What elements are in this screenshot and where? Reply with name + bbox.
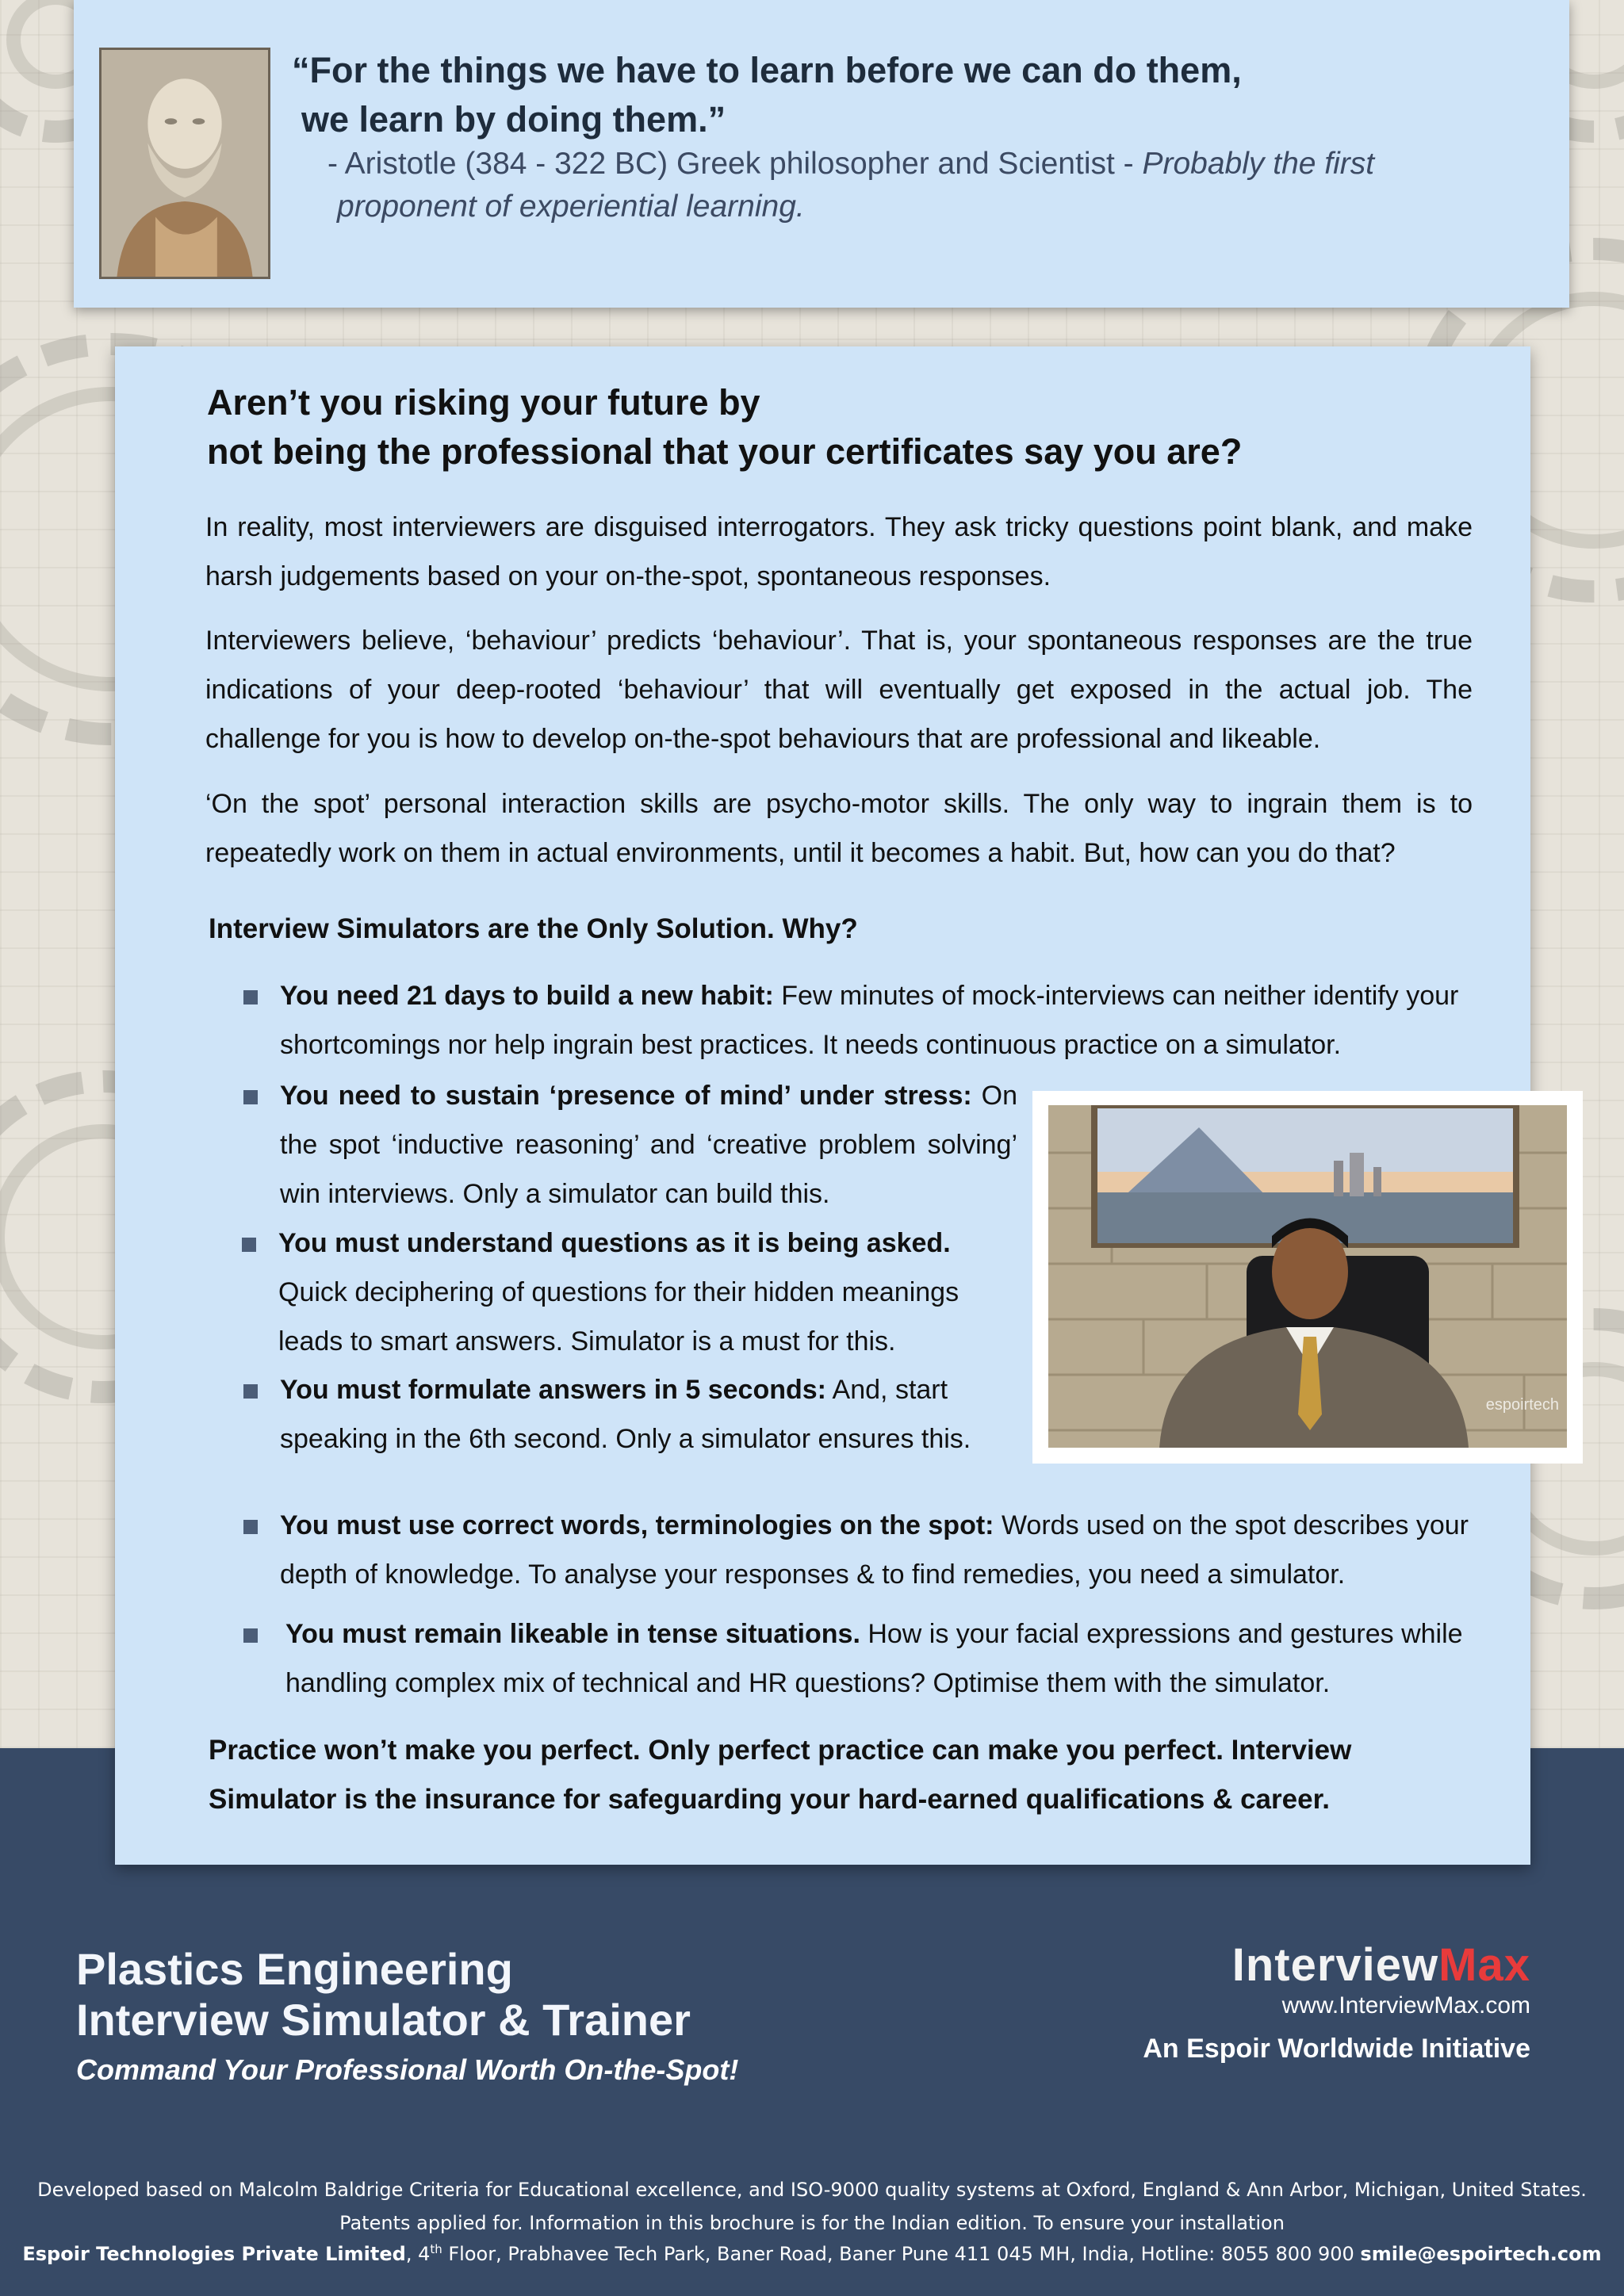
headline-line-2: not being the professional that your certificates say you are? (207, 431, 1243, 472)
bullet-bold: You must understand questions as it is being asked. (278, 1228, 951, 1258)
quote-line-2: we learn by doing them.” (301, 99, 726, 140)
square-bullet-icon (243, 1090, 258, 1104)
fine-print-2: Patents applied for. Information in this brochure is for the Indian edition. To ensure your installation (339, 2212, 1285, 2234)
bullet-item (285, 1609, 1467, 1708)
product-title-block (76, 1944, 738, 2087)
bullet-bold: You need to sustain ‘presence of mind’ under stress: (280, 1081, 972, 1111)
product-line-2: Interview Simulator & Trainer (76, 1995, 691, 2045)
interviewer-photo-frame (1032, 1091, 1583, 1464)
section-title: Interview Simulators are the Only Solution. Why? (209, 913, 858, 944)
email-link[interactable]: smile@espoirtech.com (1360, 2243, 1602, 2265)
bullet-item (278, 1219, 1008, 1366)
bullet-text: On the spot ‘inductive reasoning’ and ‘creative problem solving’ win interviews. Only a simulator can build this. (280, 1081, 1017, 1209)
attribution-italic-1: Probably the first (1142, 147, 1375, 181)
address-pre: , 4 (405, 2243, 431, 2265)
brand-part-1: Interview (1231, 1939, 1439, 1991)
bullet-item (280, 1365, 1017, 1464)
address-text: Floor, Prabhavee Tech Park, Baner Road, Baner Pune 411 045 MH, India, Hotline: 8055 800 900 (442, 2243, 1361, 2265)
square-bullet-icon (243, 990, 258, 1004)
tagline: Command Your Professional Worth On-the-Spot! (76, 2053, 739, 2086)
address-sup: th (430, 2242, 442, 2256)
product-line-1: Plastics Engineering (76, 1944, 513, 1994)
headline-line-1: Aren’t you risking your future by (207, 382, 760, 423)
company-name: Espoir Technologies Private Limited (22, 2243, 406, 2265)
quote-text (292, 46, 1481, 144)
company-address (0, 2242, 1624, 2265)
bullet-text: Quick deciphering of questions for their hidden meanings leads to smart answers. Simulator is a must for this. (278, 1277, 959, 1357)
closing-statement: Practice won’t make you perfect. Only perfect practice can make you perfect. Interview Simulator is the insurance for safeguarding your hard-earned qualifications & career. (209, 1735, 1352, 1815)
bullet-bold: You must remain likeable in tense situations. (285, 1619, 860, 1649)
bullet-text: How is your facial expressions and gestures while handling complex mix of technical and HR questions? Optimise them with the simulator. (285, 1619, 1463, 1698)
square-bullet-icon (242, 1238, 256, 1252)
website-link[interactable]: www.InterviewMax.com (1281, 1992, 1530, 2019)
interviewmax-logo (1143, 1940, 1530, 1991)
square-bullet-icon (243, 1628, 258, 1643)
attribution-italic-2: proponent of experiential learning. (337, 189, 805, 224)
fine-print-1: Developed based on Malcolm Baldrige Criteria for Educational excellence, and ISO-9000 quality systems at Oxford, England & Ann Arbor, Michigan, United States. (37, 2179, 1587, 2201)
bullet-bold: You need 21 days to build a new habit: (280, 981, 774, 1011)
interviewer-photo (1048, 1105, 1567, 1448)
quote-line-1: “For the things we have to learn before we can do them, (292, 50, 1242, 90)
paragraph-3: ‘On the spot’ personal interaction skills are psycho-motor skills. The only way to ingrain them is to repeatedly work on them in actual environments, until it becomes a habit. But, how can you do that? (205, 789, 1473, 868)
headline (207, 378, 1515, 476)
bullet-bold: You must use correct words, terminologies on the spot: (280, 1510, 994, 1540)
square-bullet-icon (243, 1520, 258, 1534)
bullet-bold: You must formulate answers in 5 seconds: (280, 1375, 826, 1405)
quote-box (74, 0, 1569, 308)
paragraph-2: Interviewers believe, ‘behaviour’ predicts ‘behaviour’. That is, your spontaneous responses are the true indications of your deep-rooted ‘behaviour’ that will eventually get exposed in the actual job. The challenge for you is how to develop on-the-spot behaviours that are professional and likeable. (205, 626, 1473, 754)
bullet-item (280, 1501, 1493, 1599)
quote-attribution (327, 143, 1541, 228)
brand-part-2: Max (1438, 1939, 1530, 1991)
bullet-text: Few minutes of mock-interviews can neither identify your shortcomings nor help ingrain best practices. It needs continuous practice on a simulator. (280, 981, 1459, 1060)
aristotle-portrait (99, 48, 270, 279)
bullet-text: Words used on the spot describes your depth of knowledge. To analyse your responses & to find remedies, you need a simulator. (280, 1510, 1469, 1590)
bullet-item (280, 971, 1477, 1070)
brand-block (1143, 1940, 1530, 2064)
initiative-text: An Espoir Worldwide Initiative (1143, 2034, 1530, 2064)
attribution-text: - Aristotle (384 - 322 BC) Greek philosopher and Scientist - (327, 147, 1143, 181)
paragraph-1: In reality, most interviewers are disguised interrogators. They ask tricky questions point blank, and make harsh judgements based on your on-the-spot, spontaneous responses. (205, 512, 1473, 591)
photo-watermark: espoirtech (1485, 1396, 1559, 1414)
bullet-item (280, 1071, 1017, 1219)
bullet-text: And, start speaking in the 6th second. Only a simulator ensures this. (280, 1375, 971, 1454)
square-bullet-icon (243, 1384, 258, 1399)
